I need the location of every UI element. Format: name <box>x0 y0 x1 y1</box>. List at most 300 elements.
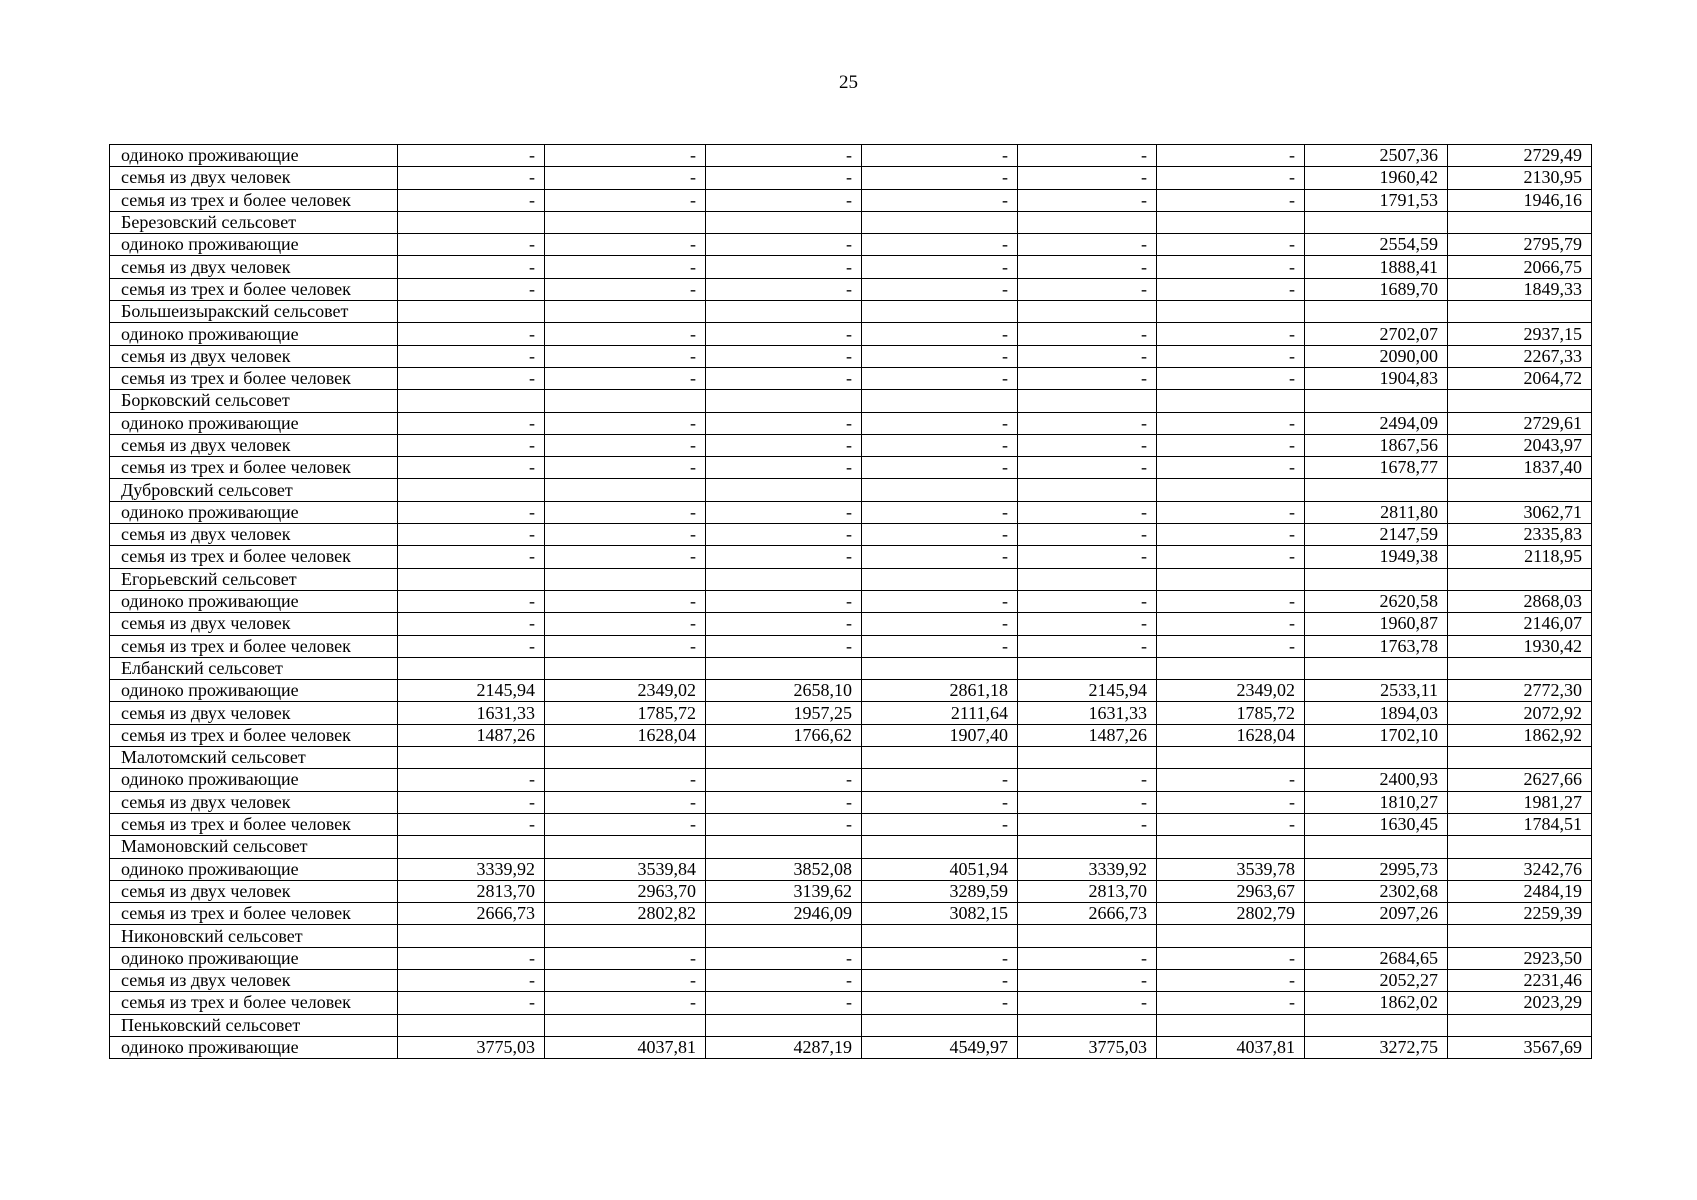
table-row <box>110 992 1592 1014</box>
value-cell: 3339,92 <box>1018 858 1157 880</box>
value-cell <box>1018 301 1157 323</box>
value-cell <box>1448 301 1592 323</box>
value-cell: 1487,26 <box>398 724 545 746</box>
value-cell: - <box>706 969 862 991</box>
value-cell <box>1018 747 1157 769</box>
value-cell: - <box>1018 992 1157 1014</box>
value-cell: 2066,75 <box>1448 256 1592 278</box>
value-cell: - <box>398 412 545 434</box>
value-cell <box>706 390 862 412</box>
value-cell: - <box>1018 969 1157 991</box>
value-cell <box>1157 211 1305 233</box>
value-cell: 1904,83 <box>1305 367 1448 389</box>
value-cell: - <box>706 635 862 657</box>
value-cell: - <box>1157 590 1305 612</box>
row-label: одиноко проживающие <box>110 947 398 969</box>
value-cell: 4051,94 <box>862 858 1018 880</box>
value-cell: - <box>1157 145 1305 167</box>
table-row <box>110 613 1592 635</box>
table-row <box>110 724 1592 746</box>
table-row <box>110 278 1592 300</box>
value-cell <box>1018 1014 1157 1036</box>
table-body <box>110 145 1592 1059</box>
value-cell: - <box>1157 769 1305 791</box>
tariff-table <box>109 144 1592 1059</box>
value-cell: - <box>545 412 706 434</box>
value-cell: - <box>398 947 545 969</box>
value-cell: - <box>862 278 1018 300</box>
value-cell: - <box>862 524 1018 546</box>
value-cell <box>1157 568 1305 590</box>
row-label: семья из трех и более человек <box>110 724 398 746</box>
value-cell <box>1157 925 1305 947</box>
value-cell: - <box>398 145 545 167</box>
value-cell: 3852,08 <box>706 858 862 880</box>
value-cell: - <box>1018 791 1157 813</box>
value-cell: - <box>862 546 1018 568</box>
value-cell: - <box>862 969 1018 991</box>
value-cell: - <box>1157 992 1305 1014</box>
value-cell: 2772,30 <box>1448 680 1592 702</box>
value-cell: - <box>398 234 545 256</box>
value-cell: 3272,75 <box>1305 1036 1448 1058</box>
value-cell: - <box>545 457 706 479</box>
value-cell: 3775,03 <box>1018 1036 1157 1058</box>
value-cell <box>1305 925 1448 947</box>
value-cell: 2620,58 <box>1305 590 1448 612</box>
value-cell: - <box>398 167 545 189</box>
section-title: Пеньковский сельсовет <box>110 1014 398 1036</box>
value-cell: - <box>398 613 545 635</box>
table-row <box>110 680 1592 702</box>
value-cell <box>1448 657 1592 679</box>
value-cell: 1930,42 <box>1448 635 1592 657</box>
value-cell <box>398 836 545 858</box>
table-row <box>110 501 1592 523</box>
value-cell <box>1018 479 1157 501</box>
value-cell: 2861,18 <box>862 680 1018 702</box>
value-cell: - <box>706 590 862 612</box>
value-cell: - <box>1018 947 1157 969</box>
value-cell: 2813,70 <box>398 880 545 902</box>
value-cell <box>706 1014 862 1036</box>
row-label: семья из трех и более человек <box>110 189 398 211</box>
value-cell <box>545 925 706 947</box>
value-cell: - <box>862 234 1018 256</box>
value-cell: - <box>1018 434 1157 456</box>
row-label: семья из трех и более человек <box>110 813 398 835</box>
row-label: семья из двух человек <box>110 969 398 991</box>
value-cell: - <box>862 256 1018 278</box>
value-cell: - <box>706 278 862 300</box>
value-cell: 1867,56 <box>1305 434 1448 456</box>
value-cell <box>1305 479 1448 501</box>
value-cell: 4037,81 <box>1157 1036 1305 1058</box>
value-cell <box>706 301 862 323</box>
value-cell: 2349,02 <box>1157 680 1305 702</box>
row-label: семья из двух человек <box>110 256 398 278</box>
value-cell: - <box>706 367 862 389</box>
page-number: 25 <box>839 72 858 93</box>
value-cell <box>398 479 545 501</box>
value-cell: - <box>545 278 706 300</box>
row-label: семья из двух человек <box>110 524 398 546</box>
value-cell: 3242,76 <box>1448 858 1592 880</box>
value-cell: 2923,50 <box>1448 947 1592 969</box>
value-cell: - <box>545 969 706 991</box>
row-label: семья из трех и более человек <box>110 635 398 657</box>
value-cell: - <box>398 434 545 456</box>
table-row <box>110 524 1592 546</box>
value-cell <box>545 747 706 769</box>
value-cell: - <box>398 256 545 278</box>
value-cell: 1630,45 <box>1305 813 1448 835</box>
value-cell: - <box>1157 256 1305 278</box>
value-cell: - <box>398 635 545 657</box>
value-cell: 1784,51 <box>1448 813 1592 835</box>
table-row <box>110 903 1592 925</box>
section-row <box>110 836 1592 858</box>
value-cell: - <box>862 501 1018 523</box>
value-cell: 3289,59 <box>862 880 1018 902</box>
value-cell: 2554,59 <box>1305 234 1448 256</box>
value-cell: - <box>862 992 1018 1014</box>
value-cell: - <box>1018 813 1157 835</box>
value-cell: - <box>706 145 862 167</box>
row-label: одиноко проживающие <box>110 234 398 256</box>
value-cell: - <box>398 323 545 345</box>
value-cell: 2729,49 <box>1448 145 1592 167</box>
value-cell: - <box>862 635 1018 657</box>
value-cell: - <box>398 769 545 791</box>
value-cell <box>1018 568 1157 590</box>
table-row <box>110 234 1592 256</box>
value-cell: 1628,04 <box>545 724 706 746</box>
table-row <box>110 434 1592 456</box>
value-cell: 2484,19 <box>1448 880 1592 902</box>
value-cell <box>706 211 862 233</box>
value-cell: - <box>398 278 545 300</box>
row-label: семья из двух человек <box>110 434 398 456</box>
value-cell: 2023,29 <box>1448 992 1592 1014</box>
row-label: семья из трех и более человек <box>110 903 398 925</box>
value-cell: 1791,53 <box>1305 189 1448 211</box>
section-row <box>110 390 1592 412</box>
value-cell: - <box>1018 234 1157 256</box>
table-row <box>110 546 1592 568</box>
value-cell: 3139,62 <box>706 880 862 902</box>
value-cell <box>1018 836 1157 858</box>
table-row <box>110 167 1592 189</box>
value-cell: - <box>398 367 545 389</box>
value-cell: - <box>862 947 1018 969</box>
table-row <box>110 323 1592 345</box>
value-cell: 2145,94 <box>398 680 545 702</box>
value-cell <box>1448 211 1592 233</box>
value-cell: 2658,10 <box>706 680 862 702</box>
value-cell: - <box>862 145 1018 167</box>
value-cell: - <box>862 434 1018 456</box>
value-cell <box>1157 479 1305 501</box>
value-cell: - <box>398 590 545 612</box>
value-cell <box>1305 211 1448 233</box>
value-cell: - <box>1018 546 1157 568</box>
value-cell: - <box>398 992 545 1014</box>
value-cell: - <box>1157 813 1305 835</box>
value-cell: - <box>1157 947 1305 969</box>
value-cell: - <box>1157 613 1305 635</box>
value-cell: - <box>706 323 862 345</box>
section-title: Мамоновский сельсовет <box>110 836 398 858</box>
value-cell: - <box>545 590 706 612</box>
value-cell: - <box>862 345 1018 367</box>
value-cell: 1810,27 <box>1305 791 1448 813</box>
table-row <box>110 345 1592 367</box>
value-cell <box>545 568 706 590</box>
value-cell: - <box>1157 367 1305 389</box>
value-cell: 1628,04 <box>1157 724 1305 746</box>
value-cell: 2868,03 <box>1448 590 1592 612</box>
value-cell: 2684,65 <box>1305 947 1448 969</box>
value-cell: - <box>545 234 706 256</box>
row-label: семья из двух человек <box>110 613 398 635</box>
section-row <box>110 747 1592 769</box>
value-cell: - <box>1018 457 1157 479</box>
value-cell: - <box>1157 345 1305 367</box>
section-title: Елбанский сельсовет <box>110 657 398 679</box>
value-cell <box>1448 390 1592 412</box>
value-cell <box>1305 390 1448 412</box>
value-cell <box>1157 747 1305 769</box>
value-cell <box>1305 836 1448 858</box>
value-cell: - <box>862 613 1018 635</box>
value-cell: - <box>398 457 545 479</box>
value-cell: 1678,77 <box>1305 457 1448 479</box>
value-cell: - <box>1018 524 1157 546</box>
value-cell: - <box>706 769 862 791</box>
value-cell: - <box>1018 167 1157 189</box>
table-row <box>110 1036 1592 1058</box>
row-label: одиноко проживающие <box>110 501 398 523</box>
value-cell: - <box>398 345 545 367</box>
value-cell <box>545 479 706 501</box>
value-cell: 2795,79 <box>1448 234 1592 256</box>
value-cell: - <box>1018 345 1157 367</box>
value-cell <box>1018 657 1157 679</box>
table-row <box>110 702 1592 724</box>
value-cell: - <box>1157 791 1305 813</box>
value-cell: 1689,70 <box>1305 278 1448 300</box>
value-cell: - <box>706 457 862 479</box>
table-row <box>110 256 1592 278</box>
value-cell <box>545 657 706 679</box>
value-cell <box>862 657 1018 679</box>
value-cell: - <box>398 501 545 523</box>
value-cell: 1487,26 <box>1018 724 1157 746</box>
section-row <box>110 568 1592 590</box>
value-cell: - <box>545 323 706 345</box>
value-cell: 2813,70 <box>1018 880 1157 902</box>
value-cell: - <box>1157 167 1305 189</box>
value-cell: - <box>1157 969 1305 991</box>
value-cell: 3062,71 <box>1448 501 1592 523</box>
value-cell <box>706 925 862 947</box>
value-cell: 2097,26 <box>1305 903 1448 925</box>
value-cell: - <box>862 457 1018 479</box>
row-label: одиноко проживающие <box>110 858 398 880</box>
value-cell: - <box>545 434 706 456</box>
value-cell: 3339,92 <box>398 858 545 880</box>
row-label: семья из двух человек <box>110 167 398 189</box>
row-label: семья из двух человек <box>110 702 398 724</box>
value-cell: - <box>545 501 706 523</box>
value-cell: 2146,07 <box>1448 613 1592 635</box>
value-cell: - <box>398 813 545 835</box>
row-label: одиноко проживающие <box>110 769 398 791</box>
value-cell: 2118,95 <box>1448 546 1592 568</box>
value-cell: - <box>862 167 1018 189</box>
value-cell: 2072,92 <box>1448 702 1592 724</box>
table-row <box>110 947 1592 969</box>
value-cell: 2811,80 <box>1305 501 1448 523</box>
value-cell <box>1305 657 1448 679</box>
value-cell: - <box>1157 189 1305 211</box>
section-row <box>110 657 1592 679</box>
value-cell <box>545 1014 706 1036</box>
value-cell: - <box>545 992 706 1014</box>
value-cell: - <box>545 947 706 969</box>
value-cell: - <box>545 345 706 367</box>
value-cell: 1949,38 <box>1305 546 1448 568</box>
value-cell: - <box>1018 635 1157 657</box>
value-cell <box>1157 390 1305 412</box>
value-cell: - <box>706 546 862 568</box>
value-cell: - <box>1157 412 1305 434</box>
value-cell: 3082,15 <box>862 903 1018 925</box>
value-cell: 2111,64 <box>862 702 1018 724</box>
value-cell: - <box>1018 412 1157 434</box>
value-cell: 1763,78 <box>1305 635 1448 657</box>
value-cell: - <box>545 145 706 167</box>
value-cell: 4549,97 <box>862 1036 1018 1058</box>
row-label: семья из двух человек <box>110 880 398 902</box>
value-cell: 2666,73 <box>1018 903 1157 925</box>
value-cell: - <box>545 635 706 657</box>
value-cell: 1862,92 <box>1448 724 1592 746</box>
value-cell: 1631,33 <box>1018 702 1157 724</box>
value-cell: - <box>862 813 1018 835</box>
value-cell: - <box>1018 769 1157 791</box>
value-cell: 1888,41 <box>1305 256 1448 278</box>
table-row <box>110 145 1592 167</box>
value-cell: 3539,84 <box>545 858 706 880</box>
value-cell: - <box>1157 501 1305 523</box>
section-title: Дубровский сельсовет <box>110 479 398 501</box>
section-title: Борковский сельсовет <box>110 390 398 412</box>
value-cell <box>1305 1014 1448 1036</box>
value-cell: - <box>706 947 862 969</box>
value-cell: 1907,40 <box>862 724 1018 746</box>
value-cell: 1960,87 <box>1305 613 1448 635</box>
section-title: Никоновский сельсовет <box>110 925 398 947</box>
value-cell <box>862 747 1018 769</box>
value-cell <box>398 925 545 947</box>
value-cell: 2533,11 <box>1305 680 1448 702</box>
value-cell: - <box>1018 145 1157 167</box>
value-cell: 2335,83 <box>1448 524 1592 546</box>
value-cell: - <box>862 590 1018 612</box>
section-row <box>110 925 1592 947</box>
value-cell: 2963,70 <box>545 880 706 902</box>
table-row <box>110 367 1592 389</box>
value-cell: 1766,62 <box>706 724 862 746</box>
value-cell: 2052,27 <box>1305 969 1448 991</box>
value-cell: - <box>1018 501 1157 523</box>
value-cell <box>545 301 706 323</box>
value-cell <box>398 747 545 769</box>
value-cell <box>706 568 862 590</box>
value-cell: - <box>706 234 862 256</box>
value-cell: - <box>706 613 862 635</box>
value-cell <box>862 211 1018 233</box>
row-label: семья из трех и более человек <box>110 367 398 389</box>
value-cell <box>398 301 545 323</box>
value-cell: 2946,09 <box>706 903 862 925</box>
value-cell: 1837,40 <box>1448 457 1592 479</box>
value-cell: 1849,33 <box>1448 278 1592 300</box>
value-cell: 2995,73 <box>1305 858 1448 880</box>
table-row <box>110 769 1592 791</box>
row-label: одиноко проживающие <box>110 590 398 612</box>
value-cell: 1785,72 <box>545 702 706 724</box>
value-cell: 2130,95 <box>1448 167 1592 189</box>
value-cell: - <box>545 613 706 635</box>
table-row <box>110 880 1592 902</box>
value-cell: 1702,10 <box>1305 724 1448 746</box>
table-row <box>110 590 1592 612</box>
value-cell <box>1305 568 1448 590</box>
value-cell: 3775,03 <box>398 1036 545 1058</box>
value-cell <box>1448 747 1592 769</box>
value-cell: 1631,33 <box>398 702 545 724</box>
value-cell: 1894,03 <box>1305 702 1448 724</box>
value-cell <box>862 568 1018 590</box>
section-title: Егорьевский сельсовет <box>110 568 398 590</box>
row-label: семья из двух человек <box>110 345 398 367</box>
value-cell <box>1305 301 1448 323</box>
section-row <box>110 1014 1592 1036</box>
value-cell <box>706 657 862 679</box>
value-cell: 2231,46 <box>1448 969 1592 991</box>
value-cell <box>398 657 545 679</box>
value-cell: - <box>1018 323 1157 345</box>
value-cell: - <box>545 546 706 568</box>
section-title: Малотомский сельсовет <box>110 747 398 769</box>
value-cell: 1960,42 <box>1305 167 1448 189</box>
row-label: одиноко проживающие <box>110 412 398 434</box>
row-label: одиноко проживающие <box>110 145 398 167</box>
table-row <box>110 969 1592 991</box>
value-cell <box>1018 211 1157 233</box>
value-cell: - <box>1157 524 1305 546</box>
table-row <box>110 189 1592 211</box>
value-cell: 1946,16 <box>1448 189 1592 211</box>
value-cell: 2666,73 <box>398 903 545 925</box>
row-label: одиноко проживающие <box>110 323 398 345</box>
section-row <box>110 211 1592 233</box>
value-cell <box>862 836 1018 858</box>
value-cell: - <box>706 501 862 523</box>
